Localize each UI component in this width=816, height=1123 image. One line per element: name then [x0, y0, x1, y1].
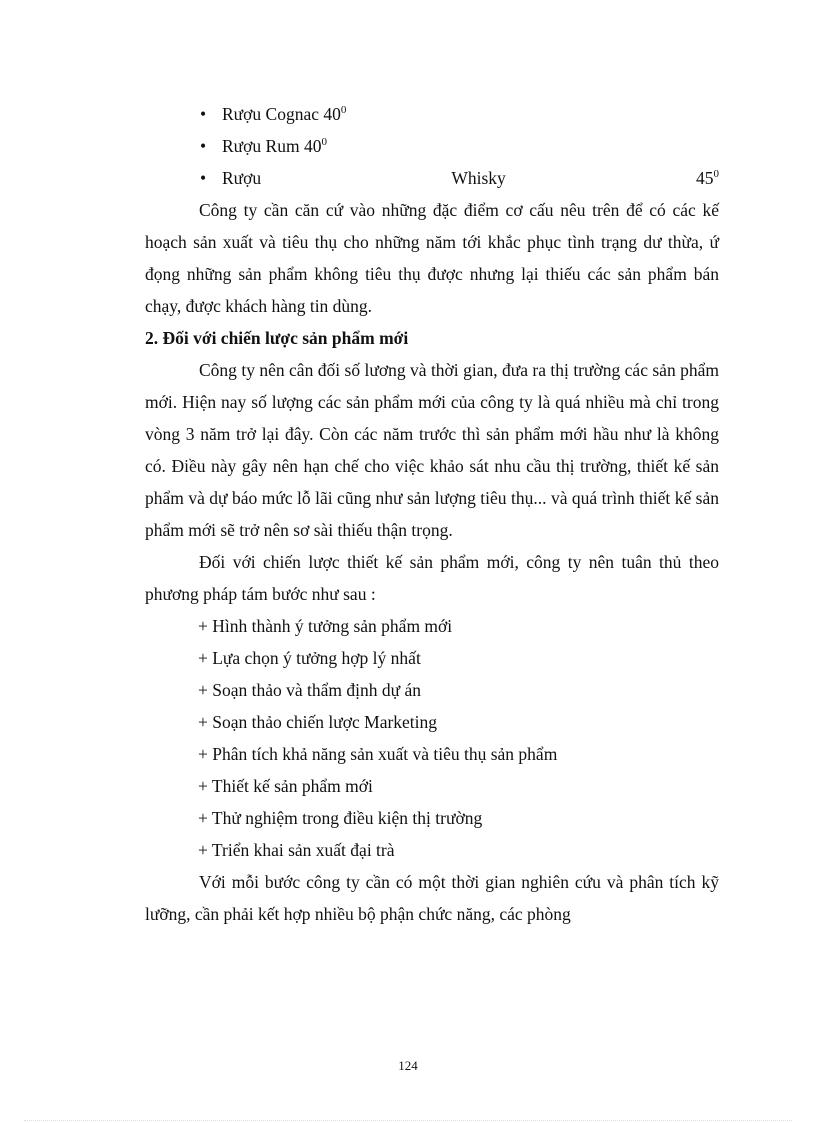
section-heading: 2. Đối với chiến lược sản phẩm mới [145, 328, 409, 348]
bullet-dot-icon: • [200, 104, 207, 124]
page-bottom-divider [24, 1120, 792, 1121]
step-item: + Soạn thảo và thẩm định dự án [198, 680, 421, 700]
bullet-item: • Rượu Whisky $45^0$ [145, 162, 719, 194]
bullet-dot-icon: • [200, 168, 207, 188]
step-item: + Lựa chọn ý tưởng hợp lý nhất [198, 648, 421, 668]
bullet-item: • Rượu Rum $40^0$ [145, 130, 719, 162]
step-item: + Hình thành ý tưởng sản phẩm mới [198, 616, 453, 636]
step-item: + Thử nghiệm trong điều kiện thị trường [198, 808, 483, 828]
paragraph: Công ty cần căn cứ vào những đặc điểm cơ cấu nêu trên để có các kế hoạch sản xuất và tiêu thụ cho những năm tới khắc phục tình trạng dư thừa, ứ đọng những sản phẩm không tiêu thụ được nhưng lại thiếu các sản phẩm bán chạy, được khách hàng tin dùng. [145, 200, 719, 316]
step-item: + Triển khai sản xuất đại trà [198, 840, 395, 860]
bullet-dot-icon: • [200, 136, 207, 156]
paragraph: Công ty nên cân đối số lương và thời gian, đưa ra thị trường các sản phẩm mới. Hiện nay số lượng các sản phẩm mới của công ty là quá nhiều mà chỉ trong vòng 3 năm trở lại đây. Còn các năm trước thì sản phẩm mới hầu như là không có. Điều này gây nên hạn chế cho việc khảo sát nhu cầu thị trường, thiết kế sản phẩm và dự báo mức lỗ lãi cũng như sản lượng tiêu thụ... và quá trình thiết kế sản phẩm mới sẽ trở nên sơ sài thiếu thận trọng. [145, 360, 719, 540]
step-item: + Soạn thảo chiến lược Marketing [198, 712, 438, 732]
paragraph: Với mỗi bước công ty cần có một thời gian nghiên cứu và phân tích kỹ lưỡng, cần phải kết hợp nhiều bộ phận chức năng, các phòng [145, 872, 719, 924]
paragraph: Đối với chiến lược thiết kế sản phẩm mới, công ty nên tuân thủ theo phương pháp tám bước như sau : [145, 552, 719, 604]
bullet-item: • Rượu Cognac $40^0$ [145, 98, 719, 130]
step-item: + Thiết kế sản phẩm mới [198, 776, 373, 796]
page-content [145, 98, 719, 930]
step-item: + Phân tích khả năng sản xuất và tiêu thụ sản phẩm [198, 744, 558, 764]
page-number: 124 [398, 1058, 418, 1073]
